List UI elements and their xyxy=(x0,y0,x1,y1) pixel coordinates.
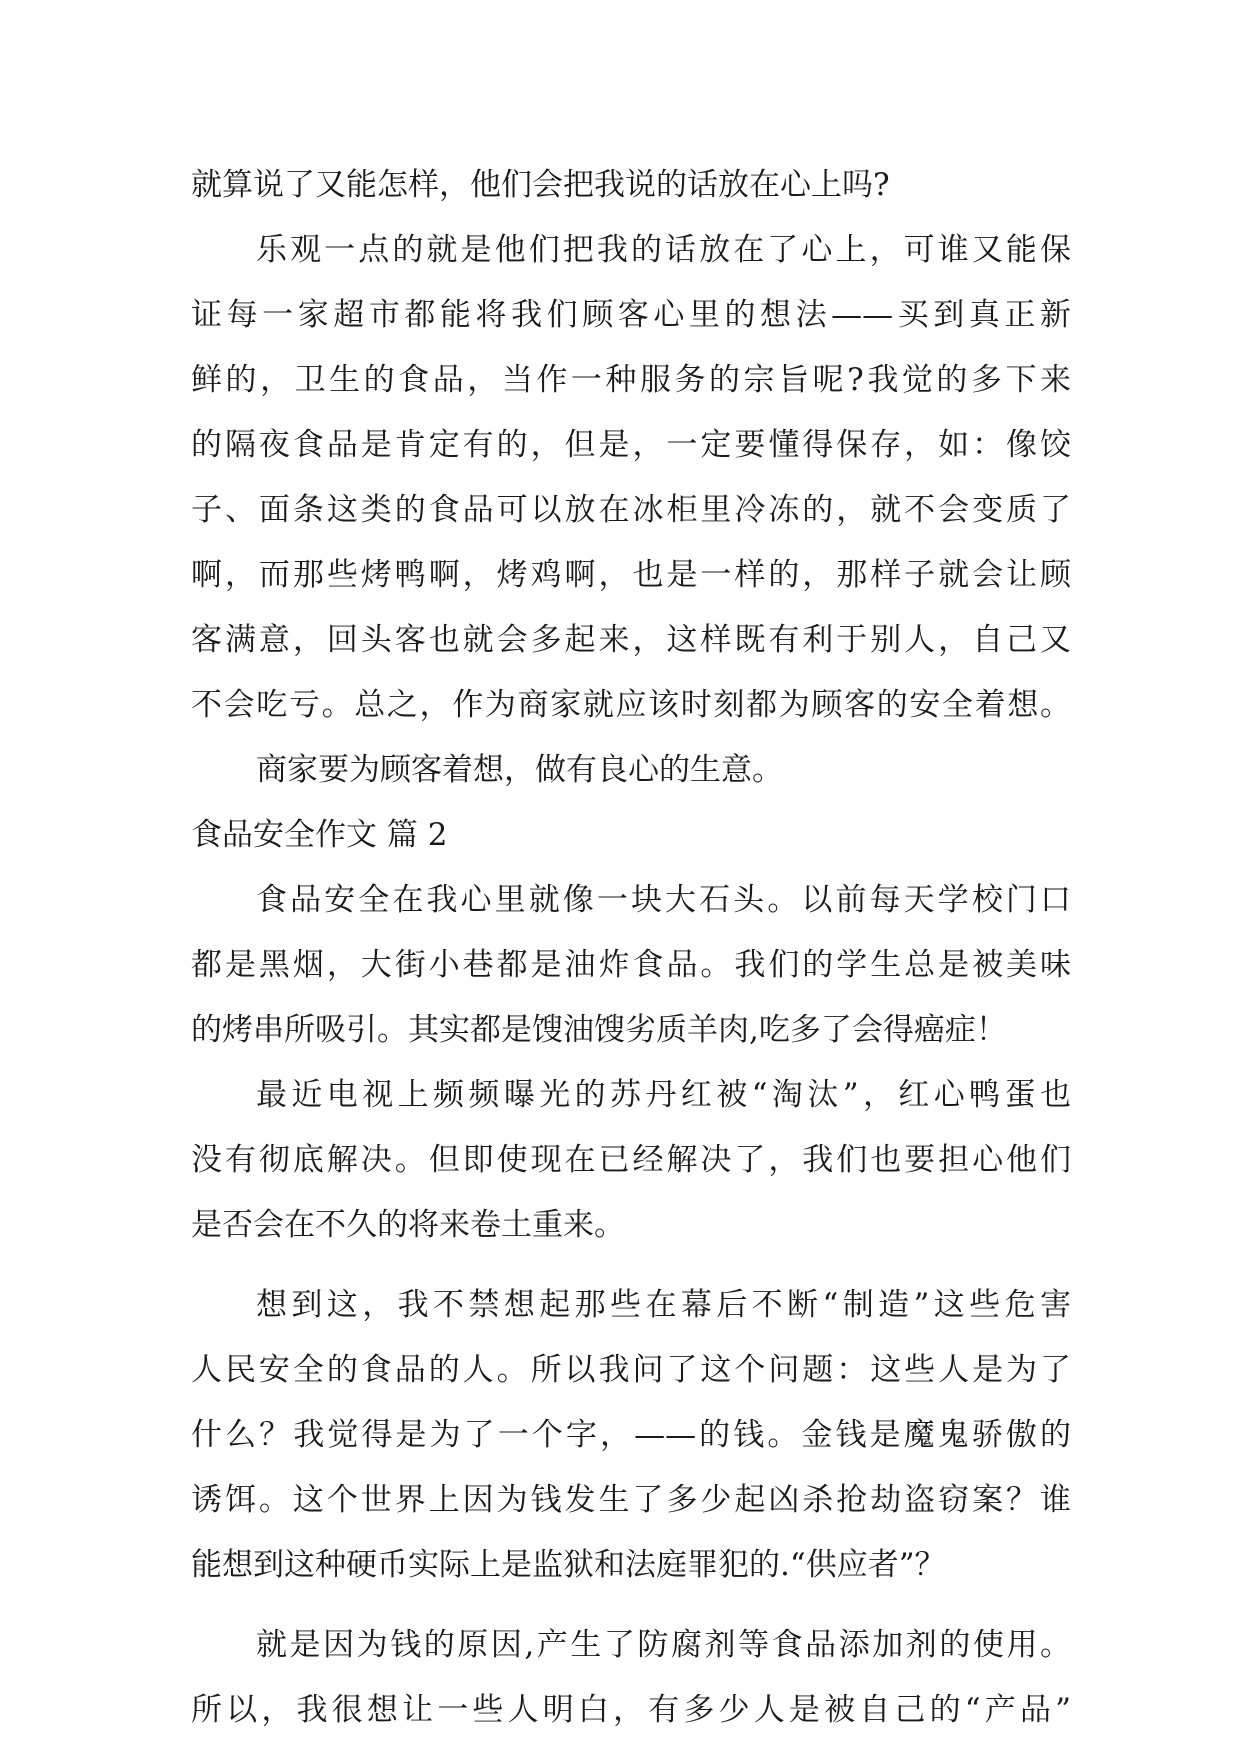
text-line: 是否会在不久的将来卷土重来。 xyxy=(191,1207,625,1243)
text-line: 能想到这种硬币实际上是监狱和法庭罪犯的.“供应者”？ xyxy=(191,1547,946,1583)
text-line: 鲜的，卫生的食品，当作一种服务的宗旨呢?我觉的多下来 xyxy=(191,362,1071,398)
text-line: 都是黑烟，大街小巷都是油炸食品。我们的学生总是被美味 xyxy=(191,947,1071,983)
section-heading: 食品安全作文 篇 2 xyxy=(191,817,448,853)
text-line: 子、面条这类的食品可以放在冰柜里冷冻的，就不会变质了 xyxy=(191,492,1071,528)
text-line: 什么？我觉得是为了一个字，——的钱。金钱是魔鬼骄傲的 xyxy=(191,1417,1071,1453)
paragraph-first-line: 想到这，我不禁想起那些在幕后不断“制造”这些危害 xyxy=(256,1287,1071,1323)
text-line: 人民安全的食品的人。所以我问了这个问题：这些人是为了 xyxy=(191,1352,1071,1388)
text-line: 的隔夜食品是肯定有的，但是，一定要懂得保存，如：像饺 xyxy=(191,427,1071,463)
paragraph-first-line: 食品安全在我心里就像一块大石头。以前每天学校门口 xyxy=(256,882,1071,918)
text-line: 啊，而那些烤鸭啊，烤鸡啊，也是一样的，那样子就会让顾 xyxy=(191,557,1071,593)
text-line: 所以，我很想让一些人明白，有多少人是被自己的“产品” xyxy=(191,1692,1071,1728)
text-line: 不会吃亏。总之，作为商家就应该时刻都为顾客的安全着想。 xyxy=(191,687,1071,723)
text-line: 证每一家超市都能将我们顾客心里的想法——买到真正新 xyxy=(191,297,1071,333)
paragraph-first-line: 就是因为钱的原因,产生了防腐剂等食品添加剂的使用。 xyxy=(256,1627,1071,1663)
paragraph-first-line: 商家要为顾客着想，做有良心的生意。 xyxy=(256,752,783,788)
text-line: 诱饵。这个世界上因为钱发生了多少起凶杀抢劫盗窃案？谁 xyxy=(191,1482,1071,1518)
paragraph-first-line: 乐观一点的就是他们把我的话放在了心上，可谁又能保 xyxy=(256,232,1071,268)
text-line: 没有彻底解决。但即使现在已经解决了，我们也要担心他们 xyxy=(191,1142,1071,1178)
text-line: 就算说了又能怎样，他们会把我说的话放在心上吗? xyxy=(191,167,890,203)
paragraph-first-line: 最近电视上频频曝光的苏丹红被“淘汰”，红心鸭蛋也 xyxy=(256,1077,1071,1113)
text-line: 的烤串所吸引。其实都是馊油馊劣质羊肉,吃多了会得癌症！ xyxy=(191,1012,1007,1048)
text-line: 客满意，回头客也就会多起来，这样既有利于别人，自己又 xyxy=(191,622,1071,658)
